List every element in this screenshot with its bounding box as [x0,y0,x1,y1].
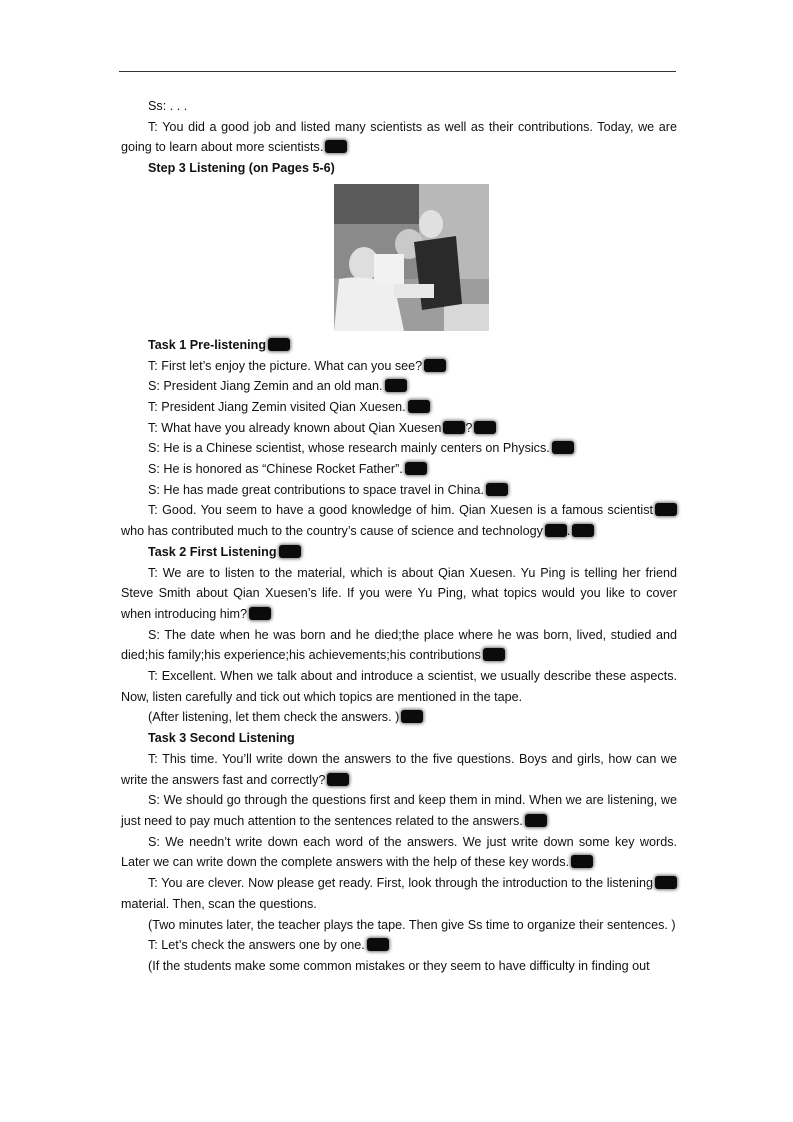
redaction-mark [249,607,271,620]
paragraph-10: S: He is honored as “Chinese Rocket Father”. [121,459,677,480]
paragraph-8: T: What have you already known about Qian Xuesen ? [121,418,677,439]
redaction-mark [385,379,407,392]
paragraph-13: Task 2 First Listening [121,542,677,563]
paragraph-1: T: You did a good job and listed many scientists as well as their contributions. Today, we are going to learn about more scientists. [121,119,677,155]
redaction-mark [325,140,347,153]
photo-qian-xuesen [121,179,677,335]
redaction-mark [424,359,446,372]
redaction-mark [405,462,427,475]
document-body [121,96,677,977]
paragraph-25: (If the students make some common mistakes or they seem to have difficulty in finding out [148,958,650,973]
paragraph-14: T: We are to listen to the material, which is about Qian Xuesen. Yu Ping is telling her friend Steve Smith about Qian Xuesen’s life. If you were Yu Ping, what topics would you like to cover when introducing him? [121,565,677,621]
paragraph-17: (After listening, let them check the answers. ) [121,707,677,728]
redaction-mark [443,421,465,434]
redaction-mark [408,400,430,413]
paragraph-24: T: Let’s check the answers one by one. [121,935,677,956]
redaction-mark [571,855,593,868]
paragraph-6: S: President Jiang Zemin and an old man. [121,376,677,397]
paragraph-19: T: This time. You’ll write down the answers to the five questions. Boys and girls, how can we write the answers fast and correctly? [121,751,677,787]
paragraph-16: T: Excellent. When we talk about and introduce a scientist, we usually describe these aspects. Now, listen carefully and tick out which topics are mentioned in the tape. [121,669,677,704]
redaction-mark [525,814,547,827]
redaction-mark [483,648,505,661]
redaction-mark [552,441,574,454]
paragraph-21: S: We needn’t write down each word of the answers. We just write down some key words. Later we can write down the complete answers with the help of these key words. [121,834,677,870]
redaction-mark [474,421,496,434]
photo-image [334,184,489,331]
redaction-mark [401,710,423,723]
header-rule [119,71,676,72]
paragraph-23: (Two minutes later, the teacher plays the tape. Then give Ss time to organize their sentences. ) [148,917,676,932]
paragraph-2: Step 3 Listening (on Pages 5-6) [148,161,335,176]
paragraph-4: Task 1 Pre-listening [121,335,677,356]
redaction-mark [655,503,677,516]
paragraph-0: Ss: . . . [148,99,188,113]
paragraph-18: Task 3 Second Listening [148,731,295,746]
redaction-mark [655,876,677,889]
redaction-mark [268,338,290,351]
paragraph-11: S: He has made great contributions to space travel in China. [121,480,677,501]
paragraph-5: T: First let’s enjoy the picture. What can you see? [121,356,677,377]
redaction-mark [327,773,349,786]
redaction-mark [545,524,567,537]
paragraph-12: T: Good. You seem to have a good knowledge of him. Qian Xuesen is a famous scientist who has contributed much to the country’s cause of science and technology . [121,500,677,541]
redaction-mark [367,938,389,951]
paragraph-20: S: We should go through the questions first and keep them in mind. When we are listening, we just need to pay much attention to the sentences related to the answers. [121,793,677,828]
redaction-mark [279,545,301,558]
redaction-mark [486,483,508,496]
paragraph-15: S: The date when he was born and he died;the place where he was born, lived, studied and died;his family;his experience;his achievements;his contributions [121,627,677,663]
paragraph-9: S: He is a Chinese scientist, whose research mainly centers on Physics. [121,438,677,459]
paragraph-22: T: You are clever. Now please get ready. First, look through the introduction to the listeningmaterial. Then, scan the questions. [121,873,677,914]
redaction-mark [572,524,594,537]
paragraph-7: T: President Jiang Zemin visited Qian Xuesen. [121,397,677,418]
